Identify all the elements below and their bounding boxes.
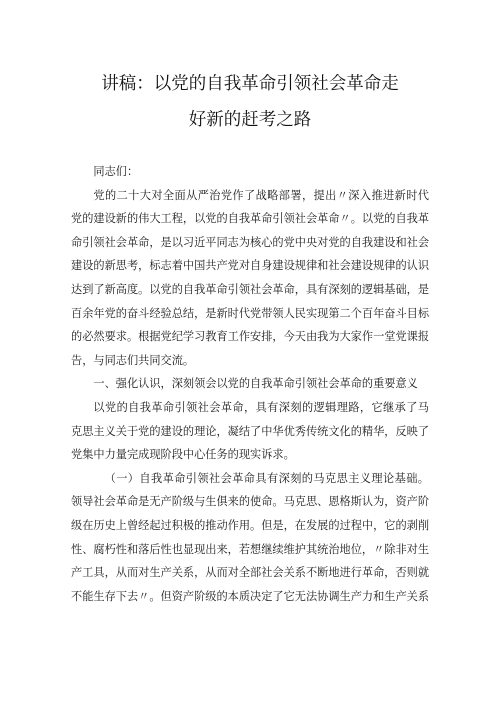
paragraph-logic: 以党的自我革命引领社会革命，具有深刻的逻辑理路，它继承了马克思主义关于党的建设的理论，凝结了中华优秀传统文化的精华，反映了党集中力量完成现阶段中心任务的现实诉求。 <box>71 400 430 462</box>
section-heading-1: 一、强化认识，深刻领会以党的自我革命引领社会革命的重要意义 <box>93 377 418 391</box>
paragraph-intro: 党的二十大对全面从严治党作了战略部署，提出〃深入推进新时代党的建设新的伟大工程，以党的自我革命引领社会革命〃。以党的自我革命引领社会革命，是以习近平同志为核心的党中央对党的自我建设和社会建设的新思考，标志着中国共产党对自身建设规律和社会建设规律的认识达到了新高度。以党的自我革命引领社会革命，具有深刻的逻辑基础，是百余年党的奋斗经验总结，是新时代党带领人民实现第二个百年奋斗目标的必然要求。根据党纪学习教育工作安排，今天由我为大家作一堂党课报告，与同志们共同交流。 <box>71 188 430 367</box>
title-line-2: 好新的赶考之路 <box>188 110 312 130</box>
document-title <box>71 0 429 138</box>
salutation: 同志们： <box>93 165 139 178</box>
title-line-1: 讲稿：以党的自我革命引领社会革命走 <box>101 74 399 94</box>
document-body <box>71 160 429 608</box>
paragraph-subsection-1: （一）自我革命引领社会革命具有深刻的马克思主义理论基础。领导社会革命是无产阶级与生俱来的使命。马克思、恩格斯认为，资产阶级在历史上曾经起过积极的推动作用。但是，在发展的过程中，它的剥削性、腐朽性和落后性也显现出来，若想继续维护其统治地位，〃除非对生产工具，从而对生产关系，从而对全部社会关系不断地进行革命，否则就不能生存下去〃。但资产阶级的本质决定了它无法协调生产力和生产关系 <box>71 471 430 603</box>
